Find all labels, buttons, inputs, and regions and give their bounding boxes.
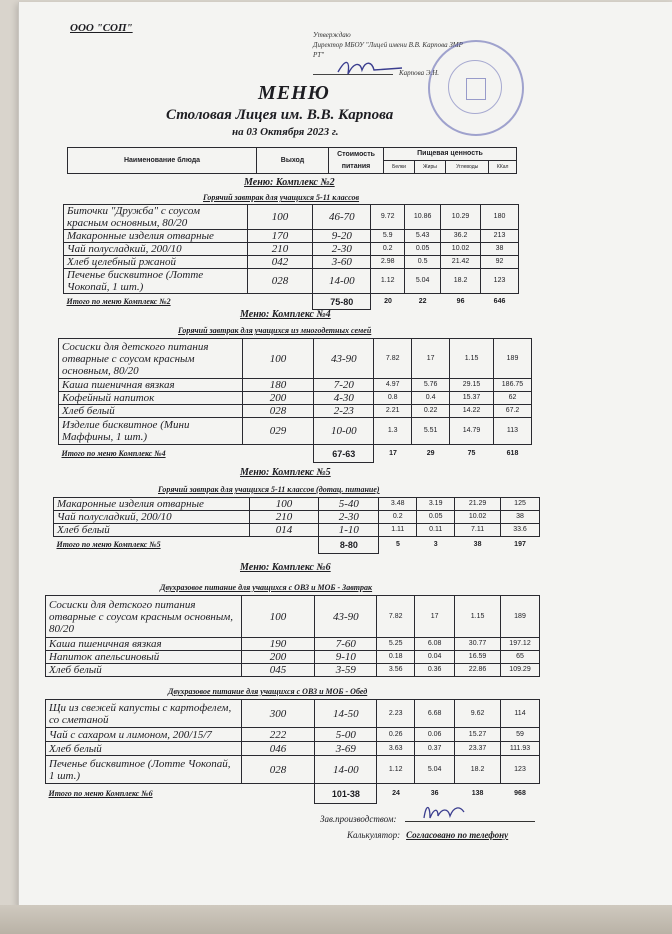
calculator-label: Калькулятор:: [347, 830, 401, 840]
menu-table-complex-5: [53, 497, 540, 554]
total-label: Итого по меню Комплекс №6: [48, 788, 153, 798]
total-fat: 36: [430, 789, 439, 797]
dish-fat: 3.19: [417, 498, 455, 511]
dish-name: Сосиски для детского питания отварные с соусом красным основным, 80/20: [46, 596, 242, 638]
header-table: [67, 147, 517, 174]
dish-name: Сосиски для детского питания отварные с соусом красным основным, 80/20: [59, 339, 243, 379]
dish-cost: 1-10: [319, 524, 379, 537]
dish-carb: 14.79: [450, 418, 494, 445]
total-carb: 38: [473, 541, 482, 549]
dish-fat: 17: [412, 339, 450, 379]
dish-cost: 9-10: [315, 651, 377, 664]
approval-line-3: РТ": [313, 51, 325, 59]
dish-cost: 14-00: [313, 269, 371, 294]
dish-fat: 0.04: [415, 651, 455, 664]
dish-kcal: 65: [501, 651, 540, 664]
section-subtitle: Двухразовое питание для учащихся с ОВЗ и МОБ - Завтрак: [160, 583, 373, 592]
dish-name: Щи из свежей капусты с картофелем, со сметаной: [46, 700, 242, 728]
dish-name: Каша пшеничная вязкая: [59, 379, 243, 392]
total-cost: 75-80: [313, 294, 371, 310]
dish-name: Биточки "Дружба" с соусом красным основным, 80/20: [64, 205, 248, 230]
dish-carb: 18.2: [441, 269, 481, 294]
dish-kcal: 123: [501, 756, 540, 784]
dish-carb: 10.02: [455, 511, 501, 524]
dish-kcal: 114: [501, 700, 540, 728]
dish-output: 042: [247, 256, 313, 269]
dish-fat: 0.22: [412, 405, 450, 418]
section-subtitle: Двухразовое питание для учащихся с ОВЗ и МОБ - Обед: [168, 687, 368, 696]
dish-kcal: 180: [481, 205, 519, 230]
dish-carb: 9.62: [455, 700, 501, 728]
dish-output: 028: [241, 756, 315, 784]
dish-kcal: 125: [501, 498, 540, 511]
dish-cost: 5-00: [315, 728, 377, 742]
dish-output: 014: [249, 524, 319, 537]
menu-table-complex-2: [63, 204, 519, 310]
total-label: Итого по меню Комплекс №2: [66, 296, 171, 306]
page-title: МЕНЮ: [258, 82, 330, 104]
dish-output: 300: [241, 700, 315, 728]
dish-output: 100: [247, 205, 313, 230]
dish-cost: 3-69: [315, 742, 377, 756]
dish-protein: 3.56: [377, 664, 415, 677]
total-protein: 17: [389, 449, 397, 457]
dish-name: Каша пшеничная вязкая: [46, 638, 242, 651]
dish-carb: 30.77: [455, 638, 501, 651]
director-signature: [336, 56, 406, 78]
total-protein: 24: [392, 789, 400, 797]
dish-protein: 0.2: [379, 511, 417, 524]
dish-protein: 2.23: [377, 700, 415, 728]
dish-fat: 0.05: [405, 243, 441, 256]
dish-protein: 0.8: [374, 392, 412, 405]
menu-date: на 03 Октября 2023 г.: [232, 126, 339, 138]
total-kcal: 968: [514, 789, 526, 797]
calculator-row: [347, 830, 508, 840]
dish-fat: 0.4: [412, 392, 450, 405]
total-kcal: 646: [493, 297, 506, 305]
dish-name: Чай с сахаром и лимоном, 200/15/7: [46, 728, 242, 742]
dish-protein: 5.25: [377, 638, 415, 651]
dish-fat: 0.36: [415, 664, 455, 677]
dish-name: Хлеб белый: [59, 405, 243, 418]
dish-name: Кофейный напиток: [59, 392, 243, 405]
header-fat: Жиры: [414, 161, 445, 174]
dish-carb: 23.37: [455, 742, 501, 756]
dish-name: Макаронные изделия отварные: [54, 498, 250, 511]
dish-fat: 0.37: [415, 742, 455, 756]
dish-kcal: 59: [501, 728, 540, 742]
total-carb: 96: [456, 297, 465, 305]
dish-protein: 0.26: [377, 728, 415, 742]
dish-fat: 5.43: [405, 230, 441, 243]
total-fat: 3: [433, 541, 438, 549]
stamp-emblem: [466, 78, 486, 100]
dish-protein: 1.11: [379, 524, 417, 537]
dish-protein: 1.12: [371, 269, 405, 294]
dish-name: Печенье бисквитное (Лотте Чокопай, 1 шт.): [46, 756, 242, 784]
dish-cost: 46-70: [313, 205, 371, 230]
dish-output: 045: [241, 664, 315, 677]
director-name: Карпова Э.Н.: [399, 69, 440, 77]
dish-carb: 15.27: [455, 728, 501, 742]
section-subtitle: Горячий завтрак для учащихся из многодетных семей: [178, 326, 372, 335]
dish-carb: 21.29: [455, 498, 501, 511]
dish-kcal: 213: [481, 230, 519, 243]
total-protein: 20: [384, 297, 392, 305]
section-title: Меню: Комплекс №2: [244, 177, 335, 188]
total-kcal: 197: [514, 541, 526, 549]
production-head-signature: [420, 800, 468, 824]
dish-name: Напиток апельсиновый: [46, 651, 242, 664]
dish-kcal: 38: [501, 511, 540, 524]
dish-kcal: 189: [501, 596, 540, 638]
header-nutrition: Пищевая ценность: [384, 148, 517, 161]
dish-protein: 0.18: [377, 651, 415, 664]
total-cost: 101-38: [315, 784, 377, 804]
dish-fat: 5.76: [412, 379, 450, 392]
calculator-value: Согласовано по телефону: [406, 830, 509, 840]
dish-fat: 10.86: [405, 205, 441, 230]
dish-output: 028: [242, 405, 314, 418]
dish-cost: 9-20: [313, 230, 371, 243]
total-carb: 138: [471, 789, 484, 797]
dish-kcal: 38: [481, 243, 519, 256]
section-title: Меню: Комплекс №6: [240, 562, 331, 573]
dish-output: 029: [242, 418, 314, 445]
dish-output: 028: [247, 269, 313, 294]
dish-kcal: 189: [494, 339, 532, 379]
dish-name: Хлеб белый: [46, 742, 242, 756]
total-label: Итого по меню Комплекс №5: [56, 540, 161, 550]
dish-protein: 0.2: [371, 243, 405, 256]
dish-kcal: 109.29: [501, 664, 540, 677]
dish-cost: 2-30: [319, 511, 379, 524]
dish-kcal: 62: [494, 392, 532, 405]
dish-carb: 1.15: [450, 339, 494, 379]
dish-output: 100: [241, 596, 315, 638]
dish-kcal: 33.6: [501, 524, 540, 537]
dish-name: Макаронные изделия отварные: [64, 230, 248, 243]
dish-cost: 4-30: [314, 392, 374, 405]
dish-name: Изделие бисквитное (Мини Маффины, 1 шт.): [59, 418, 243, 445]
dish-fat: 17: [415, 596, 455, 638]
dish-protein: 2.98: [371, 256, 405, 269]
dish-kcal: 92: [481, 256, 519, 269]
menu-table-complex-4: [58, 338, 532, 463]
dish-cost: 43-90: [314, 339, 374, 379]
official-stamp: [428, 40, 524, 136]
dish-name: Хлеб целебный ржаной: [64, 256, 248, 269]
dish-kcal: 197.12: [501, 638, 540, 651]
dish-output: 180: [242, 379, 314, 392]
total-fat: 22: [418, 297, 427, 305]
dish-fat: 0.06: [415, 728, 455, 742]
dish-fat: 6.68: [415, 700, 455, 728]
dish-carb: 18.2: [455, 756, 501, 784]
dish-output: 200: [242, 392, 314, 405]
total-protein: 5: [396, 541, 400, 549]
dish-cost: 7-60: [315, 638, 377, 651]
dish-carb: 21.42: [441, 256, 481, 269]
dish-protein: 9.72: [371, 205, 405, 230]
approval-line-1: Утверждаю: [313, 31, 351, 39]
header-carb: Углеводы: [445, 161, 488, 174]
dish-name: Чай полусладкий, 200/10: [54, 511, 250, 524]
dish-carb: 10.02: [441, 243, 481, 256]
dish-cost: 14-50: [315, 700, 377, 728]
dish-kcal: 186.75: [494, 379, 532, 392]
dish-protein: 7.82: [374, 339, 412, 379]
dish-output: 100: [249, 498, 319, 511]
dish-protein: 2.21: [374, 405, 412, 418]
dish-carb: 15.37: [450, 392, 494, 405]
total-kcal: 618: [506, 449, 519, 457]
canteen-name: Столовая Лицея им. В.В. Карпова: [166, 107, 394, 123]
dish-carb: 10.29: [441, 205, 481, 230]
dish-protein: 4.97: [374, 379, 412, 392]
total-carb: 75: [467, 449, 476, 457]
dish-protein: 5.9: [371, 230, 405, 243]
production-head-label: Зав.производством:: [320, 814, 397, 824]
header-cost: Стоимость питания: [329, 148, 384, 174]
total-label: Итого по меню Комплекс №4: [61, 448, 166, 458]
dish-protein: 7.82: [377, 596, 415, 638]
dish-cost: 5-40: [319, 498, 379, 511]
dish-cost: 2-30: [313, 243, 371, 256]
header-output: Выход: [257, 148, 329, 174]
header-kcal: ККал: [489, 161, 517, 174]
dish-protein: 3.63: [377, 742, 415, 756]
section-subtitle: Горячий завтрак для учащихся 5-11 классов (дотац. питание): [158, 485, 380, 494]
dish-name: Хлеб белый: [46, 664, 242, 677]
dish-output: 100: [242, 339, 314, 379]
dish-protein: 1.12: [377, 756, 415, 784]
dish-carb: 29.15: [450, 379, 494, 392]
dish-fat: 5.04: [405, 269, 441, 294]
dish-cost: 7-20: [314, 379, 374, 392]
dish-kcal: 113: [494, 418, 532, 445]
dish-name: Печенье бисквитное (Лотте Чокопай, 1 шт.): [64, 269, 248, 294]
dish-cost: 43-90: [315, 596, 377, 638]
dish-fat: 0.5: [405, 256, 441, 269]
table-surface: [0, 905, 672, 934]
dish-carb: 16.59: [455, 651, 501, 664]
dish-output: 190: [241, 638, 315, 651]
total-cost: 8-80: [319, 537, 379, 554]
dish-output: 200: [241, 651, 315, 664]
dish-name: Хлеб белый: [54, 524, 250, 537]
dish-kcal: 123: [481, 269, 519, 294]
dish-carb: 22.86: [455, 664, 501, 677]
dish-output: 210: [249, 511, 319, 524]
section-title: Меню: Комплекс №5: [240, 467, 331, 478]
approval-line-2: Директор МБОУ "Лицей имени В.В. Карпова ЗМР: [313, 41, 463, 49]
dish-fat: 6.08: [415, 638, 455, 651]
dish-fat: 5.51: [412, 418, 450, 445]
total-cost: 67-63: [314, 445, 374, 463]
dish-output: 046: [241, 742, 315, 756]
header-protein: Белки: [384, 161, 415, 174]
dish-output: 222: [241, 728, 315, 742]
dish-kcal: 111.93: [501, 742, 540, 756]
organization-name: ООО "СОП": [70, 22, 133, 34]
section-subtitle: Горячий завтрак для учащихся 5-11 классов: [203, 193, 360, 202]
dish-fat: 0.05: [417, 511, 455, 524]
menu-table-complex-6-lunch: [45, 699, 540, 804]
dish-protein: 1.3: [374, 418, 412, 445]
dish-fat: 0.11: [417, 524, 455, 537]
dish-carb: 14.22: [450, 405, 494, 418]
dish-cost: 2-23: [314, 405, 374, 418]
dish-cost: 3-60: [313, 256, 371, 269]
dish-protein: 3.48: [379, 498, 417, 511]
dish-output: 170: [247, 230, 313, 243]
dish-fat: 5.04: [415, 756, 455, 784]
dish-name: Чай полусладкий, 200/10: [64, 243, 248, 256]
dish-cost: 3-59: [315, 664, 377, 677]
dish-carb: 7.11: [455, 524, 501, 537]
header-dish-name: Наименование блюда: [68, 148, 257, 174]
dish-kcal: 67.2: [494, 405, 532, 418]
total-fat: 29: [426, 449, 435, 457]
dish-carb: 1.15: [455, 596, 501, 638]
dish-cost: 14-00: [315, 756, 377, 784]
dish-cost: 10-00: [314, 418, 374, 445]
dish-carb: 36.2: [441, 230, 481, 243]
menu-table-complex-6-breakfast: [45, 595, 540, 677]
section-title: Меню: Комплекс №4: [240, 309, 331, 320]
dish-output: 210: [247, 243, 313, 256]
